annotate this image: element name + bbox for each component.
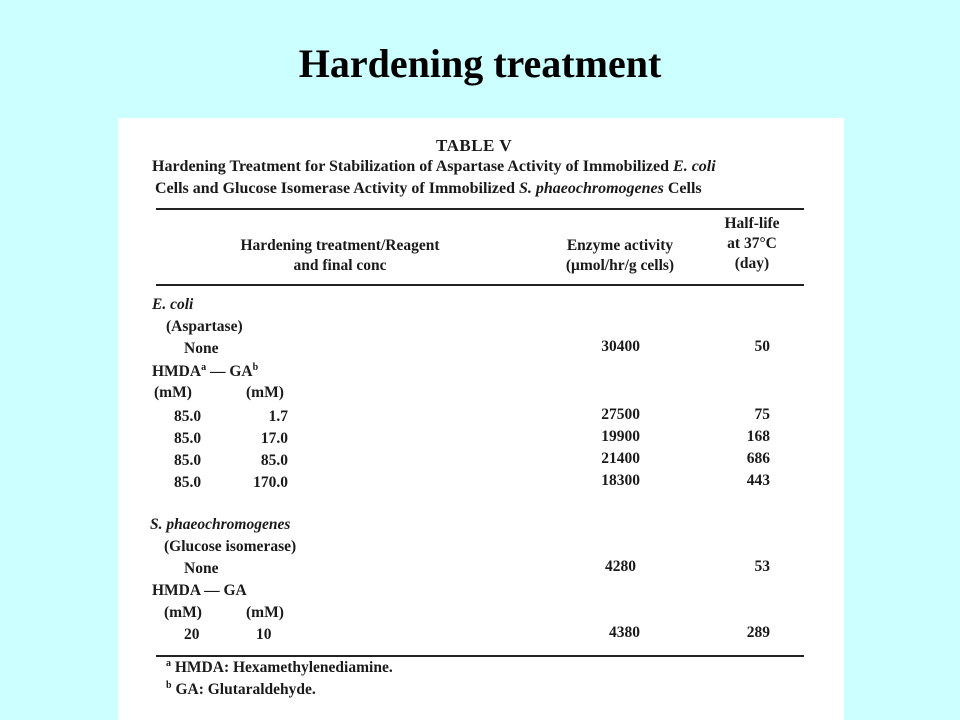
header-bottom-rule (156, 284, 804, 286)
unit-ga: (mM) (246, 384, 284, 401)
section-organism-s-phaeochromogenes: S. phaeochromogenes (150, 516, 291, 533)
footnote-a: $^a$ HMDA: Hexamethylenediamine. (166, 658, 393, 677)
scanned-table-image: TABLE V Hardening Treatment for Stabilization of Aspartase Activity of Immobilized E. coli Cells and Glucose Isomerase Activity of Immobilized S. phaeochromogenes Cells Hardening treatment/Reagent and final conc Enzyme activity (μmol/hr/g cells) Half-life at 37°C (day) E. coli (Aspartase) None 30400 50 HMDA$^a$ — $GA^b$ (mM) (mM) 85.0 1.7 27500 75 85.0 17.0 19900 168 85.0 85.0 21400 686 85.0 170.0 18300 443 S. phaeochromogenes (Glucose isomerase) None 4280 53 HMDA — GA (mM) (mM) 20 10 4380 289 $^a$ HMDA: Hexamethylenediamine. $^b$ GA: Glutaraldehyde. (118, 118, 844, 720)
slide-title: Hardening treatment (298, 41, 662, 86)
header-half-life: Half-life at 37°C (day) (724, 215, 780, 272)
header-treatment: Hardening treatment/Reagent and final conc (240, 237, 440, 274)
row-none-halflife: 53 (754, 558, 770, 575)
unit-hmda: (mM) (164, 604, 202, 621)
table-bottom-rule (156, 655, 804, 657)
table-caption-line-2: Cells and Glucose Isomerase Activity of Immobilized S. phaeochromogenes Cells (155, 180, 702, 197)
row-none-activity: 4280 (605, 558, 636, 575)
row-none-activity: 30400 (601, 338, 640, 355)
reagent-header-row: HMDA$^a$ — $GA^b$ (152, 362, 259, 381)
section-enzyme-aspartase: (Aspartase) (166, 318, 243, 335)
row-none-halflife: 50 (754, 338, 770, 355)
reagent-header-row: HMDA — GA (152, 582, 247, 599)
section-enzyme-glucose-isomerase: (Glucose isomerase) (164, 538, 297, 555)
row-none-label: None (184, 560, 219, 577)
row-none-label: None (184, 340, 219, 357)
unit-ga: (mM) (246, 604, 284, 621)
footnote-b: $^b$ GA: Glutaraldehyde. (166, 680, 316, 699)
header-enzyme-activity: Enzyme activity (μmol/hr/g cells) (565, 237, 675, 274)
table-label: TABLE V (436, 136, 513, 155)
unit-hmda: (mM) (154, 384, 192, 401)
section-organism-e-coli: E. coli (152, 296, 194, 313)
table-caption-line-1: Hardening Treatment for Stabilization of Aspartase Activity of Immobilized E. coli (152, 158, 716, 175)
table-top-rule (156, 208, 804, 210)
